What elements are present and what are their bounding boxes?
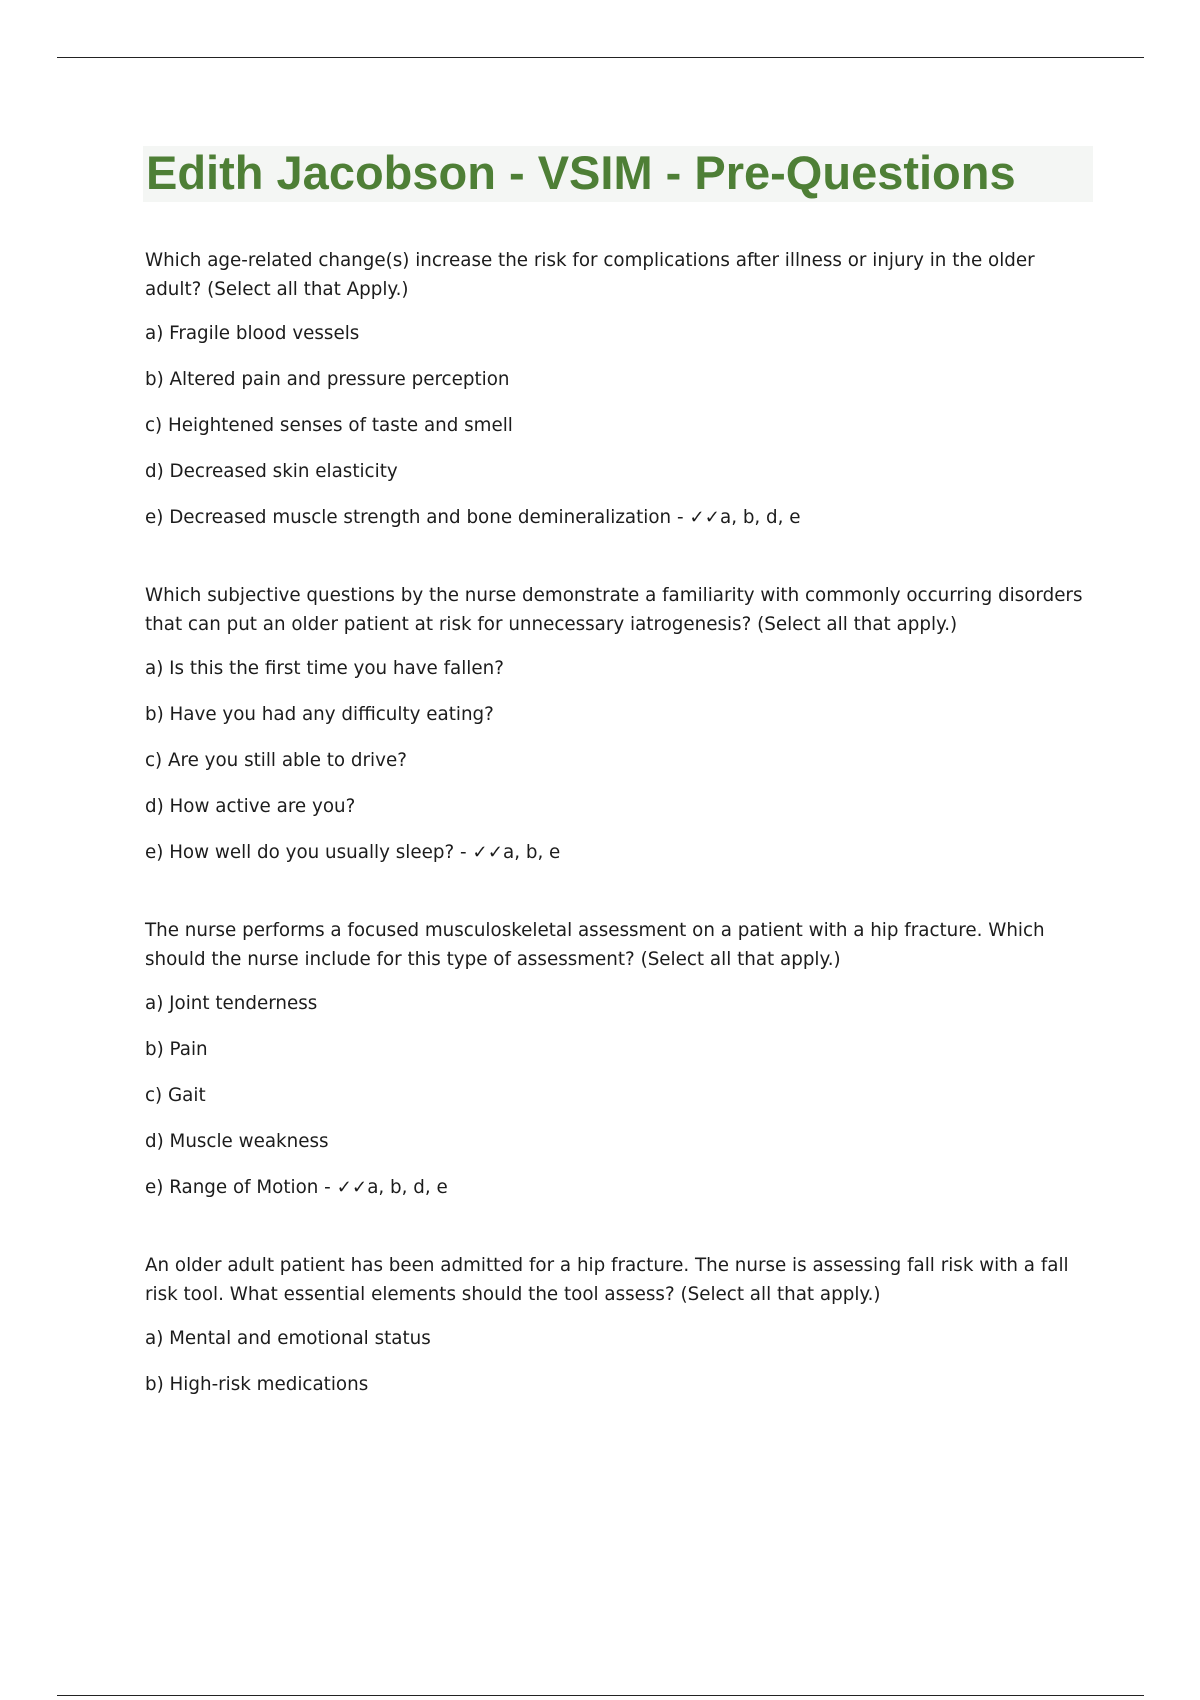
option-e: e) Decreased muscle strength and bone demineralization [145,507,672,528]
option-c: c) Heightened senses of taste and smell [145,415,513,436]
option-a: a) Is this the first time you have fallen? [145,658,504,679]
question-3 [145,916,1095,1202]
option-d: d) Decreased skin elasticity [145,461,398,482]
question-text: Which subjective questions by the nurse demonstrate a familiarity with commonly occurring disorders that can put an older patient at risk for unnecessary iatrogenesis? (Select all that apply.) [145,585,1083,635]
option-d: d) How active are you? [145,796,356,817]
question-text: Which age-related change(s) increase the risk for complications after illness or injury in the older adult? (Select all that Apply.) [145,250,1035,300]
option-e-with-answer [145,503,1095,532]
option-e: e) Range of Motion [145,1177,319,1198]
option-a: a) Joint tenderness [145,993,318,1014]
question-4 [145,1251,1095,1399]
question-text: The nurse performs a focused musculoskeletal assessment on a patient with a hip fracture. Which should the nurse include for this type of assessment? (Select all that apply.) [145,920,1045,970]
option-b: b) Pain [145,1039,208,1060]
option-e-with-answer [145,838,1095,867]
option-b: b) Have you had any difficulty eating? [145,704,494,725]
option-a: a) Mental and emotional status [145,1328,431,1349]
top-rule [57,57,1144,58]
question-2 [145,581,1095,867]
question-1 [145,246,1095,532]
bottom-rule [57,1695,1144,1696]
answer-key: - ✓✓a, b, d, e [318,1177,448,1198]
option-e: e) How well do you usually sleep? [145,842,455,863]
option-b: b) Altered pain and pressure perception [145,369,510,390]
option-c: c) Are you still able to drive? [145,750,407,771]
answer-key: - ✓✓a, b, d, e [671,507,801,528]
document-title: Edith Jacobson - VSIM - Pre-Questions [146,146,1016,199]
option-e-with-answer [145,1173,1095,1202]
option-d: d) Muscle weakness [145,1131,329,1152]
question-text: An older adult patient has been admitted for a hip fracture. The nurse is assessing fall risk with a fall risk tool. What essential elements should the tool assess? (Select all that apply.) [145,1255,1069,1305]
option-c: c) Gait [145,1085,206,1106]
answer-key: - ✓✓a, b, e [454,842,561,863]
question-list [145,246,1095,1416]
option-b: b) High-risk medications [145,1374,369,1395]
option-a: a) Fragile blood vessels [145,323,360,344]
